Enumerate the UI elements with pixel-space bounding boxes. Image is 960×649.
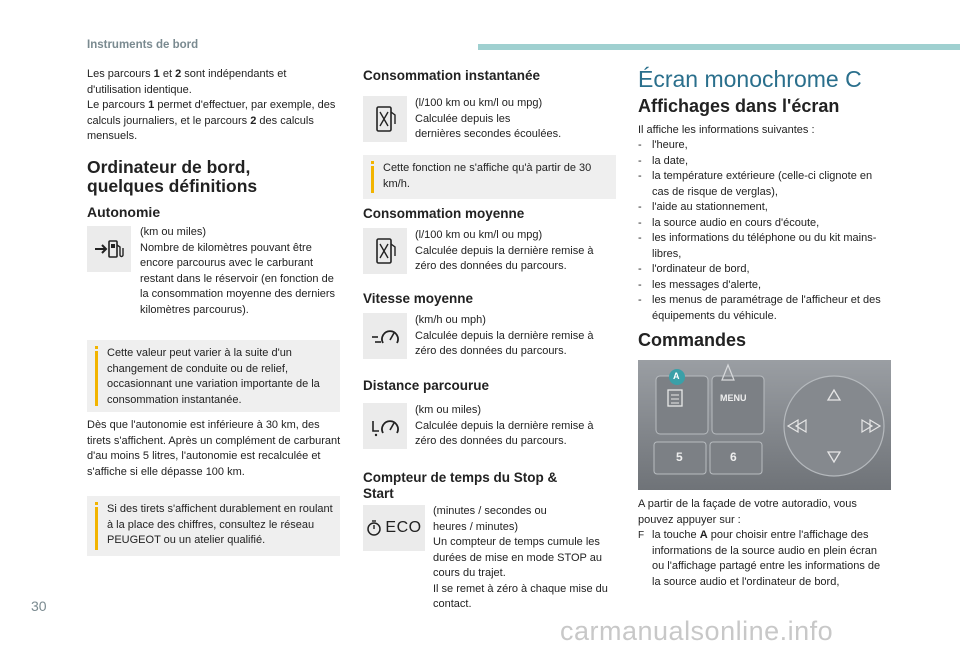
header-bar [478, 44, 960, 50]
menu-label: MENU [720, 393, 747, 403]
dist-heading: Distance parcourue [363, 378, 490, 393]
note-box [87, 496, 340, 556]
affichages-intro: Il affiche les informations suivantes : [638, 124, 815, 136]
list-item: - les informations du téléphone ou du kit mains-libres, [638, 231, 888, 262]
stop-text: (minutes / secondes ou heures / minutes) Un compteur de temps cumule les durées de mise en mode STOP au cours du trajet. Il se remet à zéro à chaque mise du contact. [433, 505, 608, 610]
affichages-heading: Affichages dans l'écran [638, 96, 840, 116]
radio-photo [638, 360, 891, 490]
info-marker-icon [95, 346, 98, 406]
inst-icon-box [363, 96, 407, 142]
screen-title: Écran monochrome C [638, 66, 862, 92]
commandes-item: F la touche A pour choisir entre l'affichage des informations de la source audio en plein écran ou l'affichage partagé entre les informations de la source audio et l'ordinateur de bord, [638, 529, 881, 588]
autonomie-heading: Autonomie [87, 204, 161, 220]
intro-paragraph: Les parcours 1 et 2 sont indépendants et d'utilisation identique. Le parcours 1 permet d'effectuer, par exemple, des calculs journaliers, et le parcours 2 des calculs mensuels. [87, 68, 336, 142]
stop-icon-box [363, 505, 425, 551]
bullet-arrow-icon: F [638, 530, 645, 541]
vit-text: (km/h ou mph) Calculée depuis la dernière remise à zéro des données du parcours. [415, 314, 594, 357]
info-marker-icon [95, 502, 98, 550]
commandes-intro: A partir de la façade de votre autoradio, vous pouvez appuyer sur : [638, 498, 857, 526]
note-text: Cette fonction ne s'affiche qu'à partir de 30 km/h. [383, 162, 592, 190]
list-item: - la source audio en cours d'écoute, [638, 216, 888, 232]
button-a-badge: A [673, 371, 680, 381]
note-box [87, 340, 340, 412]
list-item: - la température extérieure (celle-ci clignote en cas de risque de verglas), [638, 169, 888, 200]
stopwatch-icon [366, 519, 382, 537]
autonomie-text: (km ou miles) Nombre de kilomètres pouvant être encore parcourus avec le carburant restant dans le réservoir (en fonction de la consommation moyenne des derniers kilomètres parcourus). [140, 226, 336, 316]
page-number: 30 [31, 598, 47, 614]
inst-heading: Consommation instantanée [363, 68, 541, 83]
section-title: Ordinateur de bord, quelques définitions [87, 157, 258, 196]
list-item: - l'ordinateur de bord, [638, 262, 888, 278]
list-item: - l'heure, [638, 138, 888, 154]
vit-heading: Vitesse moyenne [363, 291, 474, 306]
key-6-label: 6 [730, 450, 737, 464]
list-item: - la date, [638, 154, 888, 170]
distance-icon [369, 413, 401, 439]
note-text: Cette valeur peut varier à la suite d'un changement de conduite ou de relief, occasionnant une variation importante de la consommation instantanée. [107, 347, 320, 406]
tirets-paragraph: Dès que l'autonomie est inférieure à 30 km, des tirets s'affichent. Après un complément de carburant d'au moins 5 litres, l'autonomie est recalculée et s'affiche si elle dépasse 100 km. [87, 419, 341, 478]
inst-text: (l/100 km ou km/l ou mpg) Calculée depuis les dernières secondes écoulées. [415, 97, 562, 140]
moy-heading: Consommation moyenne [363, 206, 525, 221]
fuel-pump-icon [372, 104, 398, 134]
vit-icon-box [363, 313, 407, 359]
stop-heading: Compteur de temps du Stop & Start [363, 470, 558, 501]
header-title: Instruments de bord [87, 39, 199, 51]
list-item: - les messages d'alerte, [638, 278, 888, 294]
dist-icon-box [363, 403, 407, 449]
list-item: - les menus de paramétrage de l'afficheur et des équipements du véhicule. [638, 293, 888, 324]
note-box [363, 155, 616, 199]
watermark: carmanualsonline.info [560, 616, 834, 646]
speed-gauge-icon [369, 323, 401, 349]
moy-text: (l/100 km ou km/l ou mpg) Calculée depuis la dernière remise à zéro des données du parcours. [415, 229, 594, 272]
note-text: Si des tirets s'affichent durablement en roulant à la place des chiffres, consultez le réseau PEUGEOT ou un atelier qualifié. [107, 503, 333, 546]
dist-text: (km ou miles) Calculée depuis la dernière remise à zéro des données du parcours. [415, 404, 594, 447]
eco-label: ECO [385, 519, 422, 536]
commandes-heading: Commandes [638, 330, 747, 350]
moy-icon-box [363, 228, 407, 274]
autonomie-icon-box [87, 226, 131, 272]
key-5-label: 5 [676, 450, 683, 464]
list-item: - l'aide au stationnement, [638, 200, 888, 216]
affichages-list [638, 138, 888, 324]
average-fuel-icon [372, 236, 398, 266]
fuel-range-icon [92, 236, 126, 262]
info-marker-icon [371, 161, 374, 193]
